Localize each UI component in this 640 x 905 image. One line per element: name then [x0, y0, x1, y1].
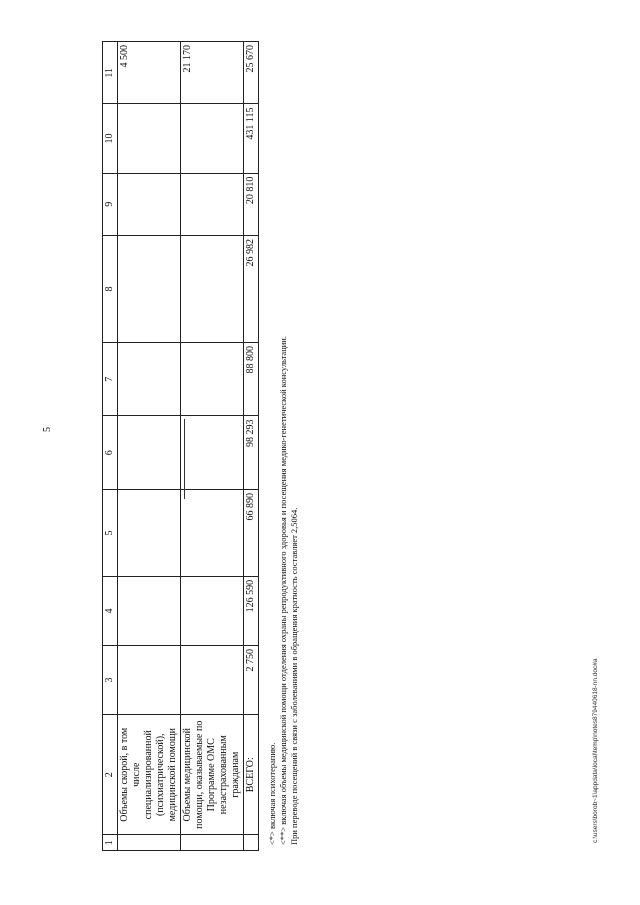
value-cell: [118, 576, 181, 645]
value-cell: [118, 416, 181, 490]
value-cell: 126 590: [244, 576, 259, 645]
header-cell: 10: [103, 104, 118, 173]
header-cell: 6: [103, 416, 118, 490]
value-cell: [181, 576, 244, 645]
row-label-cell: ВСЕГО:: [244, 715, 259, 835]
row-number-cell: [118, 835, 181, 851]
value-cell: [181, 342, 244, 416]
row-number-cell: [244, 835, 259, 851]
value-cell: [181, 104, 244, 173]
footnote: <*> включая психотерапию.: [267, 742, 277, 845]
header-cell: 9: [103, 173, 118, 235]
header-cell: 8: [103, 235, 118, 342]
value-cell: [118, 104, 181, 173]
header-cell: 1: [103, 835, 118, 851]
page-number: 5: [42, 427, 53, 432]
value-cell: 21 170: [181, 42, 244, 105]
file-path: c:\users\borob~1\appdata\local\temp\notes879440618-nn.doc#a: [592, 658, 599, 843]
rotated-content: [102, 41, 299, 851]
value-cell: 26 982: [244, 235, 259, 342]
table-row-total: [244, 42, 259, 851]
value-cell: [181, 645, 244, 714]
value-cell: [181, 173, 244, 235]
value-cell: 66 890: [244, 490, 259, 577]
value-cell: [118, 235, 181, 342]
header-cell: 11: [103, 42, 118, 105]
value-cell: 4 500: [118, 42, 181, 105]
row-label-cell: Объемы медицинской помощи, оказываемые по Программе ОМС незастрахованным гражданам: [181, 715, 244, 835]
value-cell: [118, 173, 181, 235]
table-row: [118, 42, 181, 851]
value-cell: [181, 490, 244, 577]
value-cell: [118, 645, 181, 714]
header-cell: 5: [103, 490, 118, 577]
row-number-cell: [181, 835, 244, 851]
value-cell: 88 800: [244, 342, 259, 416]
header-cell: 7: [103, 342, 118, 416]
header-cell: 4: [103, 576, 118, 645]
row-label-cell: Объемы скорой, в том числе специализированной (психиатрической), медицинской помощи: [118, 715, 181, 835]
value-cell: 98 293: [244, 416, 259, 490]
volumes-table: [102, 41, 259, 851]
value-cell: 431 115: [244, 104, 259, 173]
value-cell: [181, 235, 244, 342]
value-cell: 2 750: [244, 645, 259, 714]
footnote: При переводе посещений в связи с заболеваниями в обращения кратность составляет 2,5064.: [289, 507, 299, 845]
table-header-row: [103, 42, 118, 851]
footnotes: [267, 41, 300, 851]
value-cell: [181, 416, 244, 490]
table-row: [181, 42, 244, 851]
value-cell: [118, 342, 181, 416]
value-cell: 20 810: [244, 173, 259, 235]
header-cell: 3: [103, 645, 118, 714]
footnote: <**> включая объемы медицинской помощи отделения охраны репродуктивного здоровья и посещения медико-генетической консультации.: [278, 336, 288, 845]
value-cell: [118, 490, 181, 577]
value-cell: 25 670: [244, 42, 259, 105]
header-cell: 2: [103, 715, 118, 835]
separator-line: [184, 419, 185, 499]
